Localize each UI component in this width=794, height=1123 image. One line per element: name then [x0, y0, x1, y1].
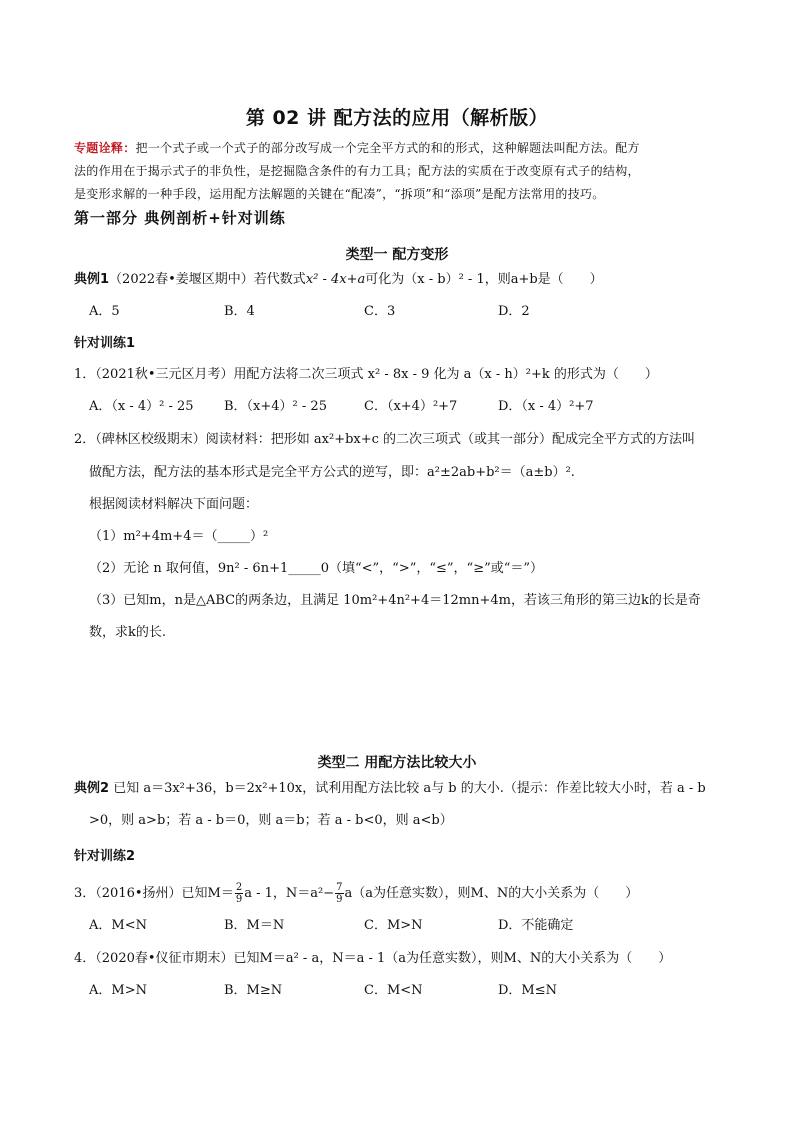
q3-mid: a - 1，N＝a²−	[244, 886, 335, 901]
question-2-sub-3b: 数，求k的长.	[89, 625, 167, 640]
q3-option-b: B．M＝N	[224, 918, 285, 933]
question-3	[74, 882, 638, 905]
intro-line-2: 法的作用在于揭示式子的非负性，是挖掘隐含条件的有力工具；配方法的实质在于改变原有式子的结构，	[74, 164, 640, 178]
training-label-1: 针对训练1	[74, 336, 136, 351]
q3-option-d: D．不能确定	[498, 918, 574, 933]
example-2-text: 已知 a＝3x²+36，b＝2x²+10x，试利用配方法比较 a与 b 的大小.（提示：作差比较大小时，若 a - b	[113, 781, 706, 796]
section-heading-1: 类型一 配方变形	[345, 247, 449, 263]
training-label-2: 针对训练2	[74, 849, 136, 864]
q1-option-b: B．（x+4）² - 25	[224, 399, 327, 414]
intro-line-1	[74, 137, 724, 160]
fraction-denominator: 9	[336, 894, 343, 905]
q3-option-a: A．M<N	[89, 918, 147, 933]
question-2-sub-1: （1）m²+4m+4＝（_____）²	[89, 529, 269, 544]
page-title: 第 02 讲 配方法的应用（解析版）	[245, 107, 549, 129]
option-b: B．4	[224, 304, 255, 319]
question-2-line-3: 根据阅读材料解决下面问题：	[89, 497, 259, 512]
question-2-sub-2: （2）无论 n 取何值，9n² - 6n+1_____0（填“<”，“>”，“≤”，“≥”或“＝”）	[89, 561, 544, 576]
question-2-line-2: 做配方法，配方法的基本形式是完全平方公式的逆写，即：a²±2ab+b²＝（a±b）².	[89, 465, 575, 480]
option-c: C．3	[364, 304, 396, 319]
q4-option-c: C．M<N	[364, 983, 423, 998]
question-2-sub-3a: （3）已知m，n是△ABC的两条边，且满足 10m²+4n²+4＝12mn+4m，若该三角形的第三边k的长是奇	[89, 593, 701, 608]
intro-text-1: 把一个式子或一个式子的部分改写成一个完全平方式的和的形式，这种解题法叫配方法。配方	[135, 141, 640, 155]
q1-option-a: A．（x - 4）² - 25	[89, 399, 194, 414]
fraction-7-9	[335, 882, 343, 905]
example-1-text: （2022春•姜堰区期中）若代数式	[109, 272, 306, 287]
question-4: 4．（2020春•仪征市期末）已知M＝a² - a，N＝a - 1（a为任意实数），则M、N的大小关系为（ ）	[74, 951, 672, 966]
intro-line-3: 是变形求解的一种手段，运用配方法解题的关键在“配凑”，“拆项”和“添项”是配方法常用的技巧。	[74, 187, 605, 201]
q4-option-b: B．M≥N	[224, 983, 283, 998]
fraction-numerator: 7	[336, 882, 343, 893]
q3-option-c: C．M>N	[364, 918, 423, 933]
q3-post: a（a为任意实数），则M、N的大小关系为（ ）	[344, 886, 639, 901]
question-1: 1．（2021秋•三元区月考）用配方法将二次三项式 x² - 8x - 9 化为 a（x - h）²+k 的形式为（ ）	[74, 367, 658, 382]
q1-option-c: C．（x+4）²+7	[364, 399, 458, 414]
part-heading: 第一部分 典例剖析+针对训练	[74, 209, 286, 227]
fraction-denominator: 9	[235, 894, 243, 905]
q4-option-a: A．M>N	[89, 983, 147, 998]
fraction-2-9	[235, 882, 243, 905]
example-2-line-2: >0，则 a>b；若 a - b＝0，则 a＝b；若 a - b<0，则 a<b）	[89, 813, 453, 828]
question-2-line-1: 2．（碑林区校级期末）阅读材料：把形如 ax²+bx+c 的二次三项式（或其一部分）配成完全平方式的方法叫	[74, 432, 696, 447]
example-1	[74, 272, 603, 288]
option-a: A．5	[89, 304, 120, 319]
q3-pre: 3．（2016•扬州）已知M＝	[74, 886, 234, 901]
example-1-end: a+b是（ ）	[510, 272, 603, 287]
q4-option-d: D．M≤N	[498, 983, 558, 998]
example-1-label: 典例1	[74, 272, 110, 287]
example-2-label: 典例2	[74, 781, 110, 796]
example-1-expr: x² - 4x+a	[305, 272, 366, 287]
intro-label: 专题诠释：	[74, 141, 136, 155]
option-d: D．2	[498, 304, 530, 319]
q1-option-d: D．（x - 4）²+7	[498, 399, 594, 414]
example-1-mid: 可化为（x - b）² - 1，则	[365, 272, 511, 287]
fraction-numerator: 2	[235, 882, 243, 893]
section-heading-2: 类型二 用配方法比较大小	[317, 755, 477, 771]
example-2-line-1	[74, 781, 706, 797]
